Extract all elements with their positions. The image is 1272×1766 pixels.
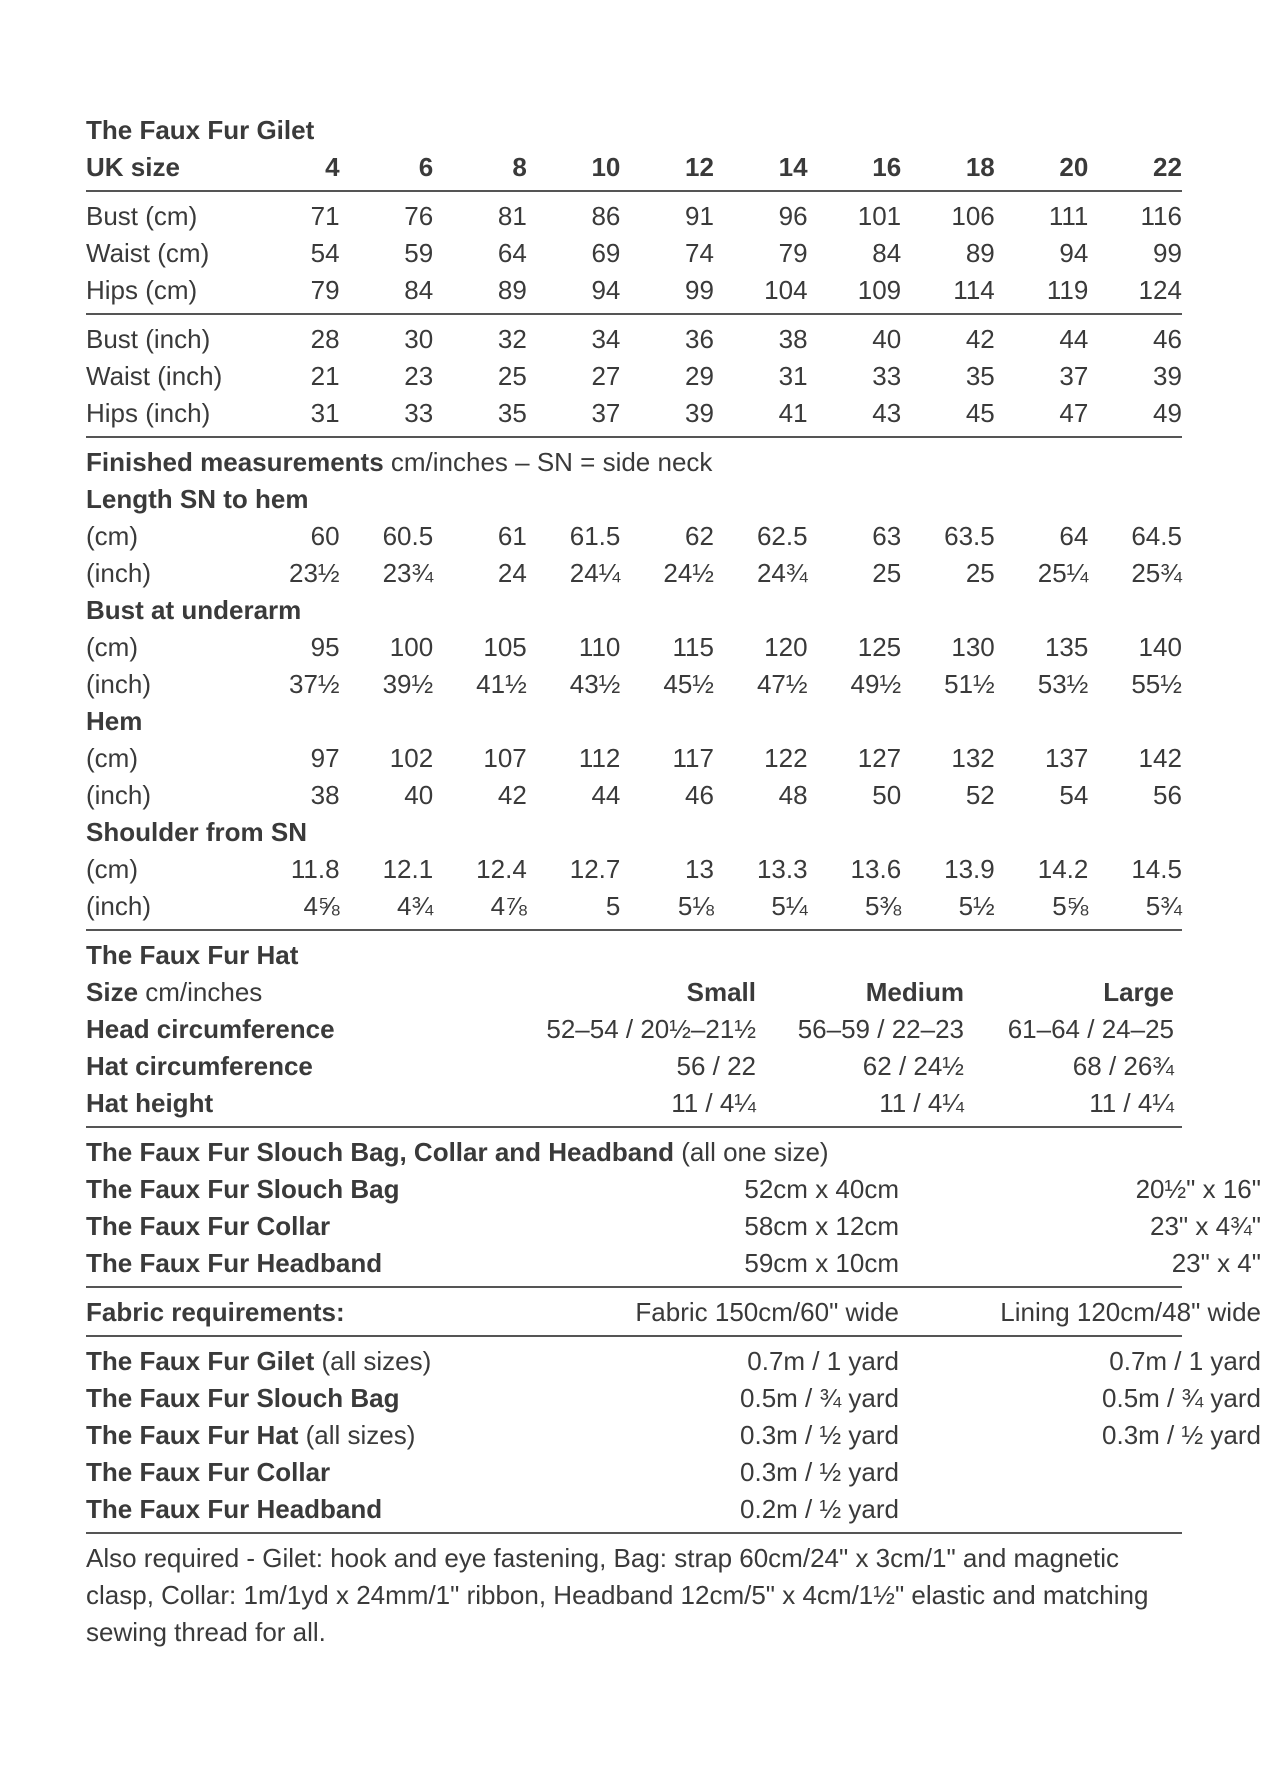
row-label: (inch): [86, 669, 152, 699]
measurement-cell: 125: [857, 632, 902, 662]
size-header: 4: [325, 152, 340, 182]
fabric-amount: 0.5m / ¾ yard: [740, 1383, 899, 1413]
measurement-cell: 79: [310, 275, 340, 305]
measurement-cell: 95: [310, 632, 340, 662]
hat-row-label: Head circumference: [86, 1014, 335, 1044]
gilet-title-row: [86, 112, 1182, 149]
measurement-cell: 94: [1059, 238, 1089, 268]
measurement-cell: 89: [497, 275, 527, 305]
finished-heading-row: [86, 592, 1182, 629]
measurement-cell: 4¾: [397, 891, 434, 921]
measurement-cell: 13: [685, 854, 714, 884]
measurement-cell: 35: [497, 398, 527, 428]
measurement-cell: 64: [1059, 521, 1089, 551]
fabric-rows: [86, 1343, 1261, 1528]
hat-cell-medium: 62 / 24½: [862, 1051, 964, 1081]
finished-cm-row: [86, 518, 1182, 555]
measurement-cell: 107: [483, 743, 527, 773]
size-chart-page: [86, 112, 1261, 1651]
measurement-cell: 24: [497, 558, 527, 588]
measurement-cell: 43: [872, 398, 902, 428]
measurement-cell: 106: [951, 201, 995, 231]
body-cm-row: [86, 235, 1182, 272]
row-label: Waist (inch): [86, 361, 223, 391]
measurement-cell: 51½: [944, 669, 995, 699]
fabric-col-fabric: Fabric 150cm/60" wide: [635, 1297, 899, 1327]
row-label: (cm): [86, 854, 138, 884]
accessories-title-sub: (all one size): [673, 1137, 829, 1167]
row-label: (cm): [86, 521, 138, 551]
fabric-item-label: The Faux Fur Gilet: [86, 1346, 315, 1376]
size-header: 6: [418, 152, 434, 182]
lining-amount: 0.3m / ½ yard: [1102, 1420, 1261, 1450]
body-cm-row: [86, 272, 1182, 309]
size-header: 10: [591, 152, 621, 182]
measurement-cell: 23: [404, 361, 434, 391]
hat-cell-large: 61–64 / 24–25: [1007, 1014, 1174, 1044]
measurement-cell: 94: [591, 275, 621, 305]
divider: [86, 1335, 1182, 1337]
hat-row: [86, 1085, 1182, 1122]
measurement-cell: 96: [778, 201, 808, 231]
uk-size-header-row: [86, 149, 1182, 186]
measurement-cell: 124: [1138, 275, 1182, 305]
hat-cell-large: 68 / 26¾: [1072, 1051, 1174, 1081]
row-label: (inch): [86, 891, 152, 921]
hat-title-row: [86, 937, 1182, 974]
measurement-cell: 32: [497, 324, 527, 354]
measurement-cell: 137: [1044, 743, 1089, 773]
body-inch-row: [86, 395, 1182, 432]
hat-rows: [86, 1011, 1182, 1122]
also-required-note: Also required - Gilet: hook and eye fastening, Bag: strap 60cm/24" x 3cm/1" and magnetic clasp, Collar: 1m/1yd x 24mm/1" ribbon, Headband 12cm/5" x 4cm/1½" elastic and matching sewing thread for all.: [86, 1543, 1149, 1647]
measurement-cell: 38: [310, 780, 340, 810]
measurement-cell: 84: [404, 275, 434, 305]
finished-inch-row: [86, 666, 1182, 703]
measurement-cell: 56: [1153, 780, 1182, 810]
finished-inch-row: [86, 555, 1182, 592]
measurement-cell: 91: [685, 201, 714, 231]
measurement-cell: 71: [310, 201, 340, 231]
hat-cell-medium: 56–59 / 22–23: [797, 1014, 964, 1044]
measurement-cell: 127: [857, 743, 902, 773]
measurement-cell: 12.4: [476, 854, 527, 884]
measurement-cell: 12.7: [569, 854, 621, 884]
size-header: 14: [778, 152, 808, 182]
row-label: Hips (inch): [86, 398, 211, 428]
measurement-cell: 25¾: [1131, 558, 1182, 588]
finished-heading: Hem: [86, 706, 143, 736]
measurement-cell: 24½: [663, 558, 714, 588]
row-label: (inch): [86, 780, 152, 810]
measurement-cell: 97: [310, 743, 340, 773]
measurement-cell: 40: [404, 780, 434, 810]
measurement-cell: 11.8: [290, 854, 340, 884]
measurement-cell: 86: [591, 201, 621, 231]
fabric-row-label-cell: [86, 1346, 506, 1377]
measurement-cell: 135: [1044, 632, 1089, 662]
measurement-cell: 24¼: [569, 558, 621, 588]
hat-cell-medium: 11 / 4¼: [879, 1088, 964, 1118]
body-cm-block: [86, 198, 1182, 309]
measurement-cell: 35: [965, 361, 995, 391]
fabric-amount: 0.7m / 1 yard: [747, 1346, 899, 1376]
fabric-header-row: [86, 1294, 1261, 1331]
measurement-cell: 99: [685, 275, 714, 305]
measurement-cell: 102: [389, 743, 434, 773]
accessory-label: The Faux Fur Slouch Bag: [86, 1174, 400, 1204]
measurement-cell: 76: [404, 201, 434, 231]
measurement-cell: 60: [310, 521, 340, 551]
finished-cm-row: [86, 851, 1182, 888]
finished-heading-row: [86, 814, 1182, 851]
measurement-cell: 25¼: [1037, 558, 1089, 588]
body-inch-row: [86, 321, 1182, 358]
measurement-cell: 39½: [382, 669, 434, 699]
divider: [86, 190, 1182, 192]
measurement-cell: 42: [497, 780, 527, 810]
measurement-cell: 33: [404, 398, 434, 428]
measurement-cell: 48: [778, 780, 808, 810]
accessory-cm: 58cm x 12cm: [744, 1211, 899, 1241]
hat-title: The Faux Fur Hat: [86, 940, 299, 970]
measurement-cell: 53½: [1037, 669, 1089, 699]
measurement-cell: 45½: [663, 669, 714, 699]
divider: [86, 1286, 1182, 1288]
finished-inch-row: [86, 777, 1182, 814]
measurement-cell: 60.5: [382, 521, 434, 551]
measurement-cell: 61.5: [569, 521, 621, 551]
measurement-cell: 5¾: [1145, 891, 1182, 921]
measurement-cell: 23¾: [382, 558, 434, 588]
measurement-cell: 112: [578, 743, 621, 773]
measurement-cell: 14.5: [1131, 854, 1182, 884]
fabric-row-label-cell: [86, 1420, 506, 1451]
fabric-row: [86, 1380, 1261, 1417]
measurement-cell: 13.3: [756, 854, 808, 884]
measurement-cell: 119: [1046, 275, 1089, 305]
measurement-cell: 12.1: [382, 854, 434, 884]
measurement-cell: 104: [764, 275, 808, 305]
fabric-item-sub: (all sizes): [314, 1346, 432, 1376]
measurement-cell: 117: [672, 743, 714, 773]
measurement-cell: 4⅞: [490, 891, 527, 921]
finished-cm-row: [86, 629, 1182, 666]
fabric-item-label: The Faux Fur Headband: [86, 1494, 383, 1524]
hat-size-sub: cm/inches: [138, 977, 263, 1007]
accessories-title: The Faux Fur Slouch Bag, Collar and Headband: [86, 1137, 674, 1167]
measurement-cell: 105: [483, 632, 527, 662]
measurement-cell: 99: [1153, 238, 1182, 268]
measurement-cell: 79: [778, 238, 808, 268]
measurement-cell: 100: [389, 632, 434, 662]
measurement-cell: 36: [685, 324, 714, 354]
hat-row-label: Hat circumference: [86, 1051, 313, 1081]
measurement-cell: 140: [1138, 632, 1182, 662]
accessories-title-row: [86, 1134, 1182, 1171]
measurement-cell: 62.5: [756, 521, 808, 551]
accessory-row: [86, 1171, 1261, 1208]
measurement-cell: 49½: [850, 669, 902, 699]
measurement-cell: 5⅛: [677, 891, 714, 921]
measurement-cell: 4⅝: [303, 891, 340, 921]
row-label: Bust (inch): [86, 324, 211, 354]
measurement-cell: 142: [1138, 743, 1182, 773]
measurement-cell: 5: [605, 891, 621, 921]
measurement-cell: 5¼: [771, 891, 808, 921]
measurement-cell: 47: [1059, 398, 1089, 428]
measurement-cell: 5⅝: [1052, 891, 1089, 921]
measurement-cell: 28: [310, 324, 340, 354]
fabric-amount: 0.3m / ½ yard: [740, 1420, 899, 1450]
measurement-cell: 27: [591, 361, 621, 391]
hat-row-label: Hat height: [86, 1088, 214, 1118]
finished-heading-row: [86, 481, 1182, 518]
fabric-row-label-cell: [86, 1383, 506, 1414]
fabric-amount: 0.2m / ½ yard: [740, 1494, 899, 1524]
divider: [86, 436, 1182, 438]
finished-title: Finished measurements: [86, 447, 384, 477]
measurement-cell: 89: [965, 238, 995, 268]
fabric-title: Fabric requirements:: [86, 1297, 345, 1327]
divider: [86, 929, 1182, 931]
measurement-cell: 41½: [476, 669, 527, 699]
measurement-cell: 64: [497, 238, 527, 268]
measurement-cell: 55½: [1131, 669, 1182, 699]
fabric-row: [86, 1343, 1261, 1380]
accessory-inch: 20½" x 16": [1135, 1174, 1261, 1204]
measurement-cell: 52: [965, 780, 995, 810]
fabric-row: [86, 1491, 1182, 1528]
finished-subtitle: cm/inches – SN = side neck: [383, 447, 713, 477]
measurement-cell: 30: [404, 324, 434, 354]
measurement-cell: 45: [965, 398, 995, 428]
measurement-cell: 13.6: [850, 854, 902, 884]
size-header: 20: [1059, 152, 1089, 182]
measurement-cell: 39: [1153, 361, 1182, 391]
finished-cm-row: [86, 740, 1182, 777]
measurement-cell: 111: [1048, 201, 1089, 231]
size-header: 8: [512, 152, 527, 182]
row-label: (inch): [86, 558, 152, 588]
finished-heading-row: [86, 703, 1182, 740]
measurement-cell: 37½: [288, 669, 340, 699]
measurement-cell: 25: [872, 558, 902, 588]
accessory-row: [86, 1208, 1261, 1245]
hat-row: [86, 1011, 1182, 1048]
hat-cell-small: 11 / 4¼: [671, 1088, 756, 1118]
measurement-cell: 81: [497, 201, 527, 231]
accessory-inch: 23" x 4": [1171, 1248, 1261, 1278]
hat-header-row: [86, 974, 1182, 1011]
size-header: 12: [685, 152, 714, 182]
measurement-cell: 64.5: [1131, 521, 1182, 551]
measurement-cell: 49: [1153, 398, 1182, 428]
measurement-cell: 23½: [288, 558, 340, 588]
hat-cell-small: 52–54 / 20½–21½: [546, 1014, 756, 1044]
accessory-label: The Faux Fur Collar: [86, 1211, 331, 1241]
measurement-cell: 38: [778, 324, 808, 354]
measurement-cell: 84: [872, 238, 902, 268]
row-label: Hips (cm): [86, 275, 198, 305]
measurement-cell: 116: [1140, 201, 1182, 231]
measurement-cell: 39: [685, 398, 714, 428]
fabric-item-label: The Faux Fur Hat: [86, 1420, 299, 1450]
finished-heading: Bust at underarm: [86, 595, 302, 625]
measurement-cell: 62: [685, 521, 714, 551]
measurement-cell: 5½: [958, 891, 995, 921]
fabric-row-label-cell: [86, 1494, 506, 1525]
row-label: Waist (cm): [86, 238, 210, 268]
measurement-cell: 37: [591, 398, 621, 428]
finished-title-row: [86, 444, 1182, 481]
measurement-cell: 14.2: [1037, 854, 1089, 884]
measurement-cell: 41: [778, 398, 808, 428]
measurement-cell: 42: [965, 324, 995, 354]
row-label: (cm): [86, 743, 138, 773]
measurement-cell: 132: [951, 743, 995, 773]
accessory-cm: 52cm x 40cm: [744, 1174, 899, 1204]
measurement-cell: 29: [685, 361, 714, 391]
measurement-cell: 21: [310, 361, 340, 391]
measurement-cell: 54: [1059, 780, 1089, 810]
fabric-row-label-cell: [86, 1457, 506, 1488]
measurement-cell: 34: [591, 324, 621, 354]
measurement-cell: 33: [872, 361, 902, 391]
measurement-cell: 37: [1059, 361, 1089, 391]
lining-amount: 0.7m / 1 yard: [1109, 1346, 1261, 1376]
measurement-cell: 122: [764, 743, 808, 773]
measurement-cell: 25: [965, 558, 995, 588]
measurement-cell: 31: [310, 398, 340, 428]
size-header: 18: [965, 152, 995, 182]
measurement-cell: 114: [953, 275, 995, 305]
measurement-cell: 44: [591, 780, 621, 810]
row-label: (cm): [86, 632, 138, 662]
accessory-inch: 23" x 4¾": [1150, 1211, 1261, 1241]
fabric-row: [86, 1454, 1182, 1491]
measurement-cell: 31: [778, 361, 808, 391]
body-inch-row: [86, 358, 1182, 395]
size-header: 22: [1153, 152, 1182, 182]
measurement-cell: 24¾: [756, 558, 808, 588]
divider: [86, 1126, 1182, 1128]
hat-col-large: Large: [1103, 977, 1174, 1007]
fabric-item-label: The Faux Fur Slouch Bag: [86, 1383, 400, 1413]
finished-heading: Shoulder from SN: [86, 817, 308, 847]
divider: [86, 313, 1182, 315]
measurement-cell: 63: [872, 521, 902, 551]
uk-size-label: UK size: [86, 152, 180, 182]
measurement-cell: 109: [857, 275, 902, 305]
measurement-cell: 13.9: [944, 854, 995, 884]
hat-cell-small: 56 / 22: [676, 1051, 756, 1081]
accessory-cm: 59cm x 10cm: [744, 1248, 899, 1278]
gilet-title: The Faux Fur Gilet: [86, 115, 315, 145]
accessory-label: The Faux Fur Headband: [86, 1248, 383, 1278]
measurement-cell: 120: [764, 632, 808, 662]
accessory-row: [86, 1245, 1261, 1282]
hat-size-label: Size: [86, 977, 139, 1007]
fabric-col-lining: Lining 120cm/48" wide: [1000, 1297, 1261, 1327]
measurement-cell: 74: [685, 238, 714, 268]
measurement-cell: 130: [951, 632, 995, 662]
measurement-cell: 115: [672, 632, 714, 662]
hat-col-small: Small: [686, 977, 756, 1007]
measurement-cell: 61: [497, 521, 527, 551]
fabric-item-sub: (all sizes): [298, 1420, 416, 1450]
lining-amount: 0.5m / ¾ yard: [1102, 1383, 1261, 1413]
hat-col-medium: Medium: [865, 977, 964, 1007]
measurement-cell: 40: [872, 324, 902, 354]
measurement-cell: 5⅜: [865, 891, 902, 921]
measurement-cell: 25: [497, 361, 527, 391]
measurement-cell: 50: [872, 780, 902, 810]
measurement-cell: 101: [857, 201, 902, 231]
body-inch-block: [86, 321, 1182, 432]
measurement-cell: 69: [591, 238, 621, 268]
hat-row: [86, 1048, 1182, 1085]
measurement-cell: 47½: [756, 669, 808, 699]
measurement-cell: 43½: [569, 669, 621, 699]
measurement-cell: 44: [1059, 324, 1089, 354]
fabric-row: [86, 1417, 1261, 1454]
hat-cell-large: 11 / 4¼: [1089, 1088, 1174, 1118]
row-label: Bust (cm): [86, 201, 198, 231]
finished-inch-row: [86, 888, 1182, 925]
body-cm-row: [86, 198, 1182, 235]
measurement-cell: 54: [310, 238, 340, 268]
fabric-amount: 0.3m / ½ yard: [740, 1457, 899, 1487]
measurement-cell: 63.5: [944, 521, 995, 551]
measurement-cell: 110: [578, 632, 621, 662]
fabric-item-label: The Faux Fur Collar: [86, 1457, 331, 1487]
measurement-cell: 46: [1153, 324, 1182, 354]
size-header: 16: [872, 152, 902, 182]
measurement-cell: 59: [404, 238, 434, 268]
measurement-cell: 46: [685, 780, 714, 810]
divider: [86, 1532, 1182, 1534]
finished-heading: Length SN to hem: [86, 484, 309, 514]
accessories-rows: [86, 1171, 1261, 1282]
finished-block: [86, 481, 1182, 925]
